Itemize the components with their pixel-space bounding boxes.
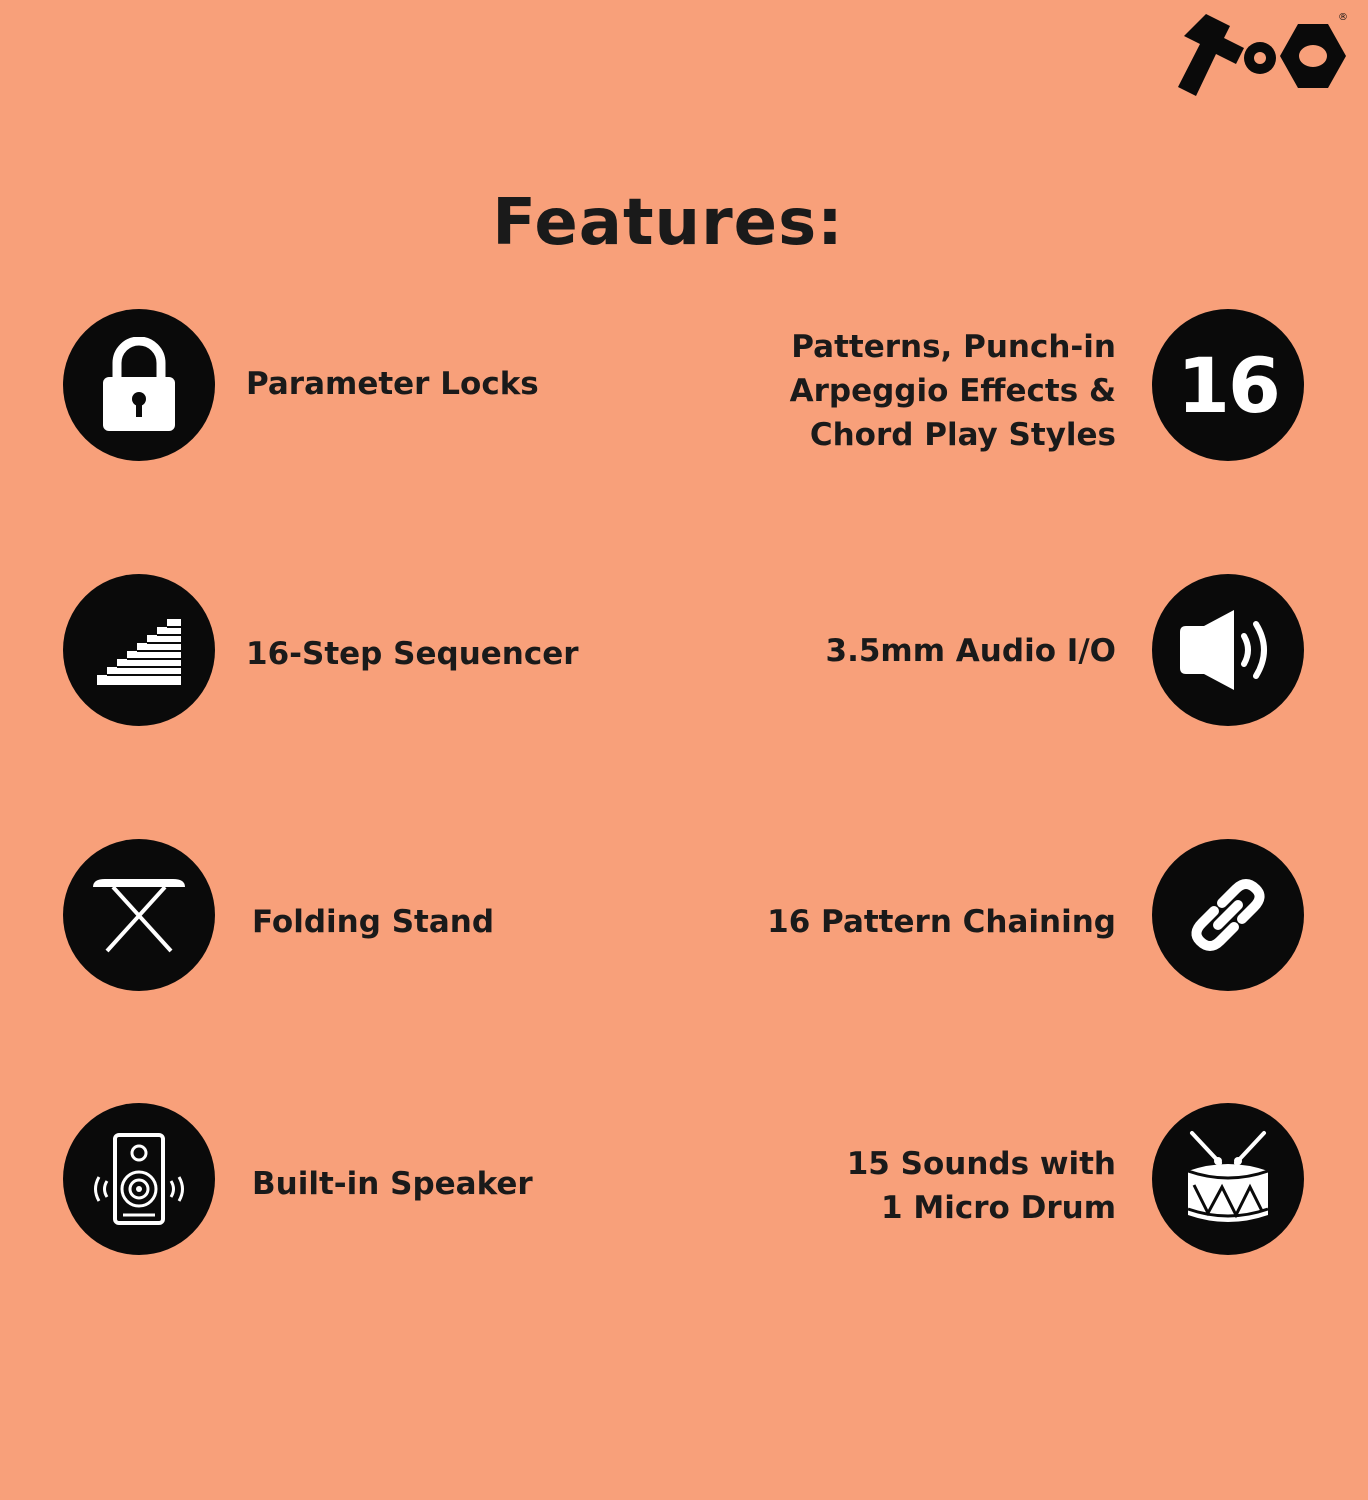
feature-label-patterns [790,325,1116,457]
number-16-icon: 16 [1177,340,1279,430]
feature-label-audio-io [826,629,1117,673]
feature-label-line: Patterns, Punch-in [791,329,1116,365]
volume-icon-badge [1152,574,1304,726]
stairs-icon [97,615,181,685]
volume-icon [1178,608,1278,692]
number-16-icon-badge [1152,309,1304,461]
page-title: Features: [492,186,844,260]
feature-label-built-in-speaker: Built-in Speaker [252,1166,533,1202]
feature-label-line: 1 Micro Drum [881,1190,1116,1226]
chain-link-icon [1182,869,1274,961]
feature-label-line: Arpeggio Effects & [789,373,1116,409]
feature-label-line: Chord Play Styles [809,417,1116,453]
registered-mark: ® [1338,12,1348,23]
drum-icon-badge [1152,1103,1304,1255]
feature-label-parameter-locks: Parameter Locks [246,366,539,402]
stairs-icon-badge [63,574,215,726]
folding-stand-icon [89,875,189,955]
lock-icon-badge [63,309,215,461]
brand-logo [1178,12,1348,96]
feature-label-line: 3.5mm Audio I/O [825,633,1116,669]
speaker-cabinet-icon [89,1133,189,1225]
lock-icon [99,337,179,433]
feature-label-sounds [847,1142,1116,1230]
feature-label-pattern-chaining [767,900,1116,944]
feature-label-line: 15 Sounds with [846,1146,1116,1182]
chain-link-icon-badge [1152,839,1304,991]
feature-label-folding-stand: Folding Stand [252,904,495,940]
speaker-cabinet-icon-badge [63,1103,215,1255]
feature-label-step-sequencer: 16-Step Sequencer [246,636,579,672]
feature-label-line: 16 Pattern Chaining [767,904,1116,940]
folding-stand-icon-badge [63,839,215,991]
drum-icon [1178,1129,1278,1229]
teenage-engineering-logo-icon [1178,12,1348,96]
